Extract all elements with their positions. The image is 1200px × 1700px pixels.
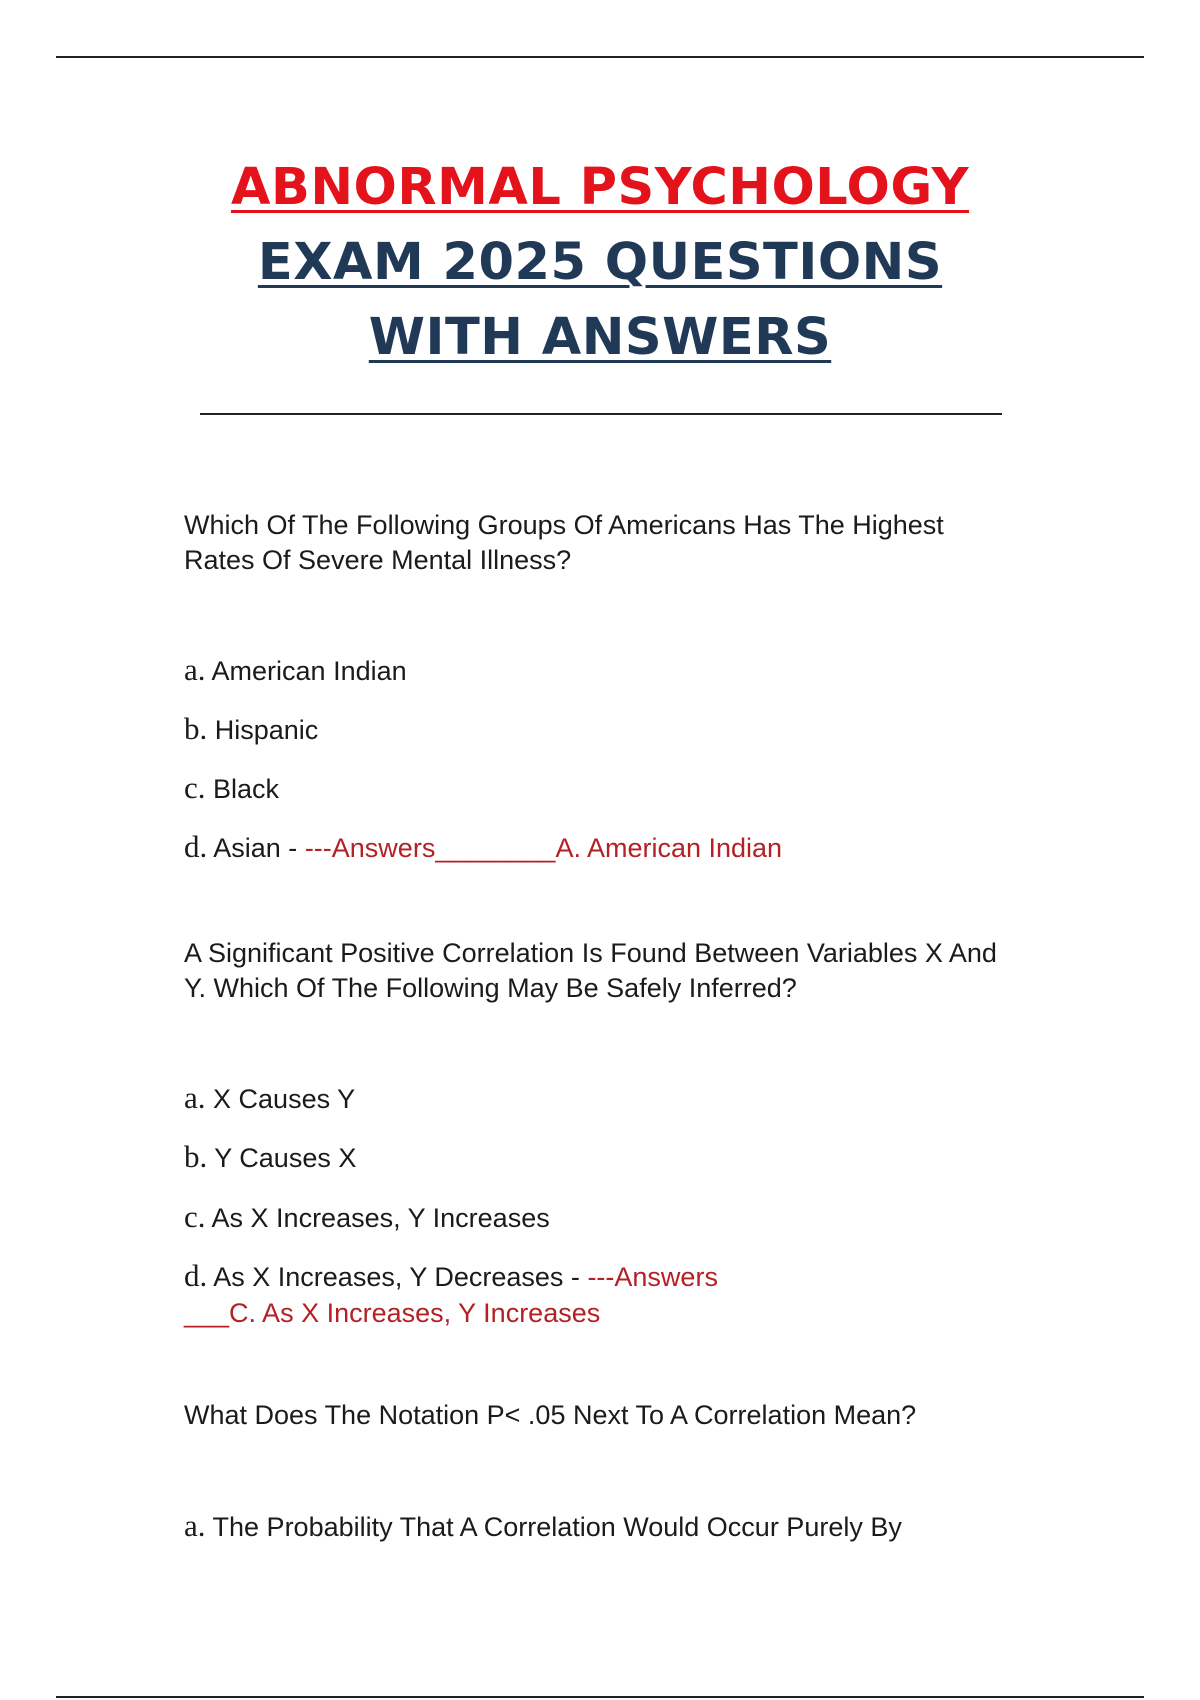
option-letter: b. (184, 711, 208, 746)
question-3-option-a (184, 1508, 1004, 1545)
question-1-option-b (184, 711, 1004, 748)
top-rule (56, 56, 1144, 58)
option-letter: a. (184, 652, 206, 687)
title-line-2 (0, 233, 1200, 293)
option-text: The Probability That A Correlation Would Occur Purely By (212, 1512, 902, 1542)
option-letter: c. (184, 770, 206, 805)
option-text: As X Increases, Y Increases (211, 1203, 550, 1233)
question-1-text: Which Of The Following Groups Of Americans Has The Highest Rates Of Severe Mental Illness? (184, 510, 944, 575)
answer-text-continued: ___C. As X Increases, Y Increases (184, 1298, 601, 1328)
option-text: Black (213, 774, 280, 804)
question-2-option-d (184, 1258, 1004, 1331)
question-3-text: What Does The Notation P< .05 Next To A Correlation Mean? (184, 1400, 917, 1430)
title-line-2-text: EXAM 2025 QUESTIONS (257, 233, 943, 292)
option-letter: c. (184, 1199, 206, 1234)
option-text: X Causes Y (213, 1084, 356, 1114)
option-letter: d. (184, 1258, 208, 1293)
question-2-option-b (184, 1139, 1004, 1176)
question-2-option-a (184, 1080, 1004, 1117)
option-letter: a. (184, 1508, 206, 1543)
title-line-3 (0, 308, 1200, 368)
answer-text: ---Answers (587, 1262, 718, 1292)
option-text: Hispanic (214, 715, 319, 745)
option-letter: b. (184, 1139, 208, 1174)
title-divider (200, 413, 1002, 415)
question-1-option-d (184, 829, 1004, 866)
title-line-3-text: WITH ANSWERS (368, 308, 832, 367)
option-text: American Indian (211, 656, 407, 686)
question-2-text: A Significant Positive Correlation Is Found Between Variables X And Y. Which Of The Following May Be Safely Inferred? (184, 938, 997, 1003)
option-text: Asian - (213, 833, 305, 863)
answer-text: ---Answers________A. American Indian (304, 833, 783, 863)
option-letter: d. (184, 829, 208, 864)
question-1-option-c (184, 770, 1004, 807)
option-text: As X Increases, Y Decreases - (213, 1262, 588, 1292)
option-text: Y Causes X (214, 1143, 357, 1173)
bottom-rule (56, 1696, 1144, 1698)
option-letter: a. (184, 1080, 206, 1115)
question-2-option-c (184, 1199, 1004, 1236)
title-line-1-text: ABNORMAL PSYCHOLOGY (230, 158, 970, 217)
question-1-option-a (184, 652, 1004, 689)
title-line-1 (0, 158, 1200, 218)
